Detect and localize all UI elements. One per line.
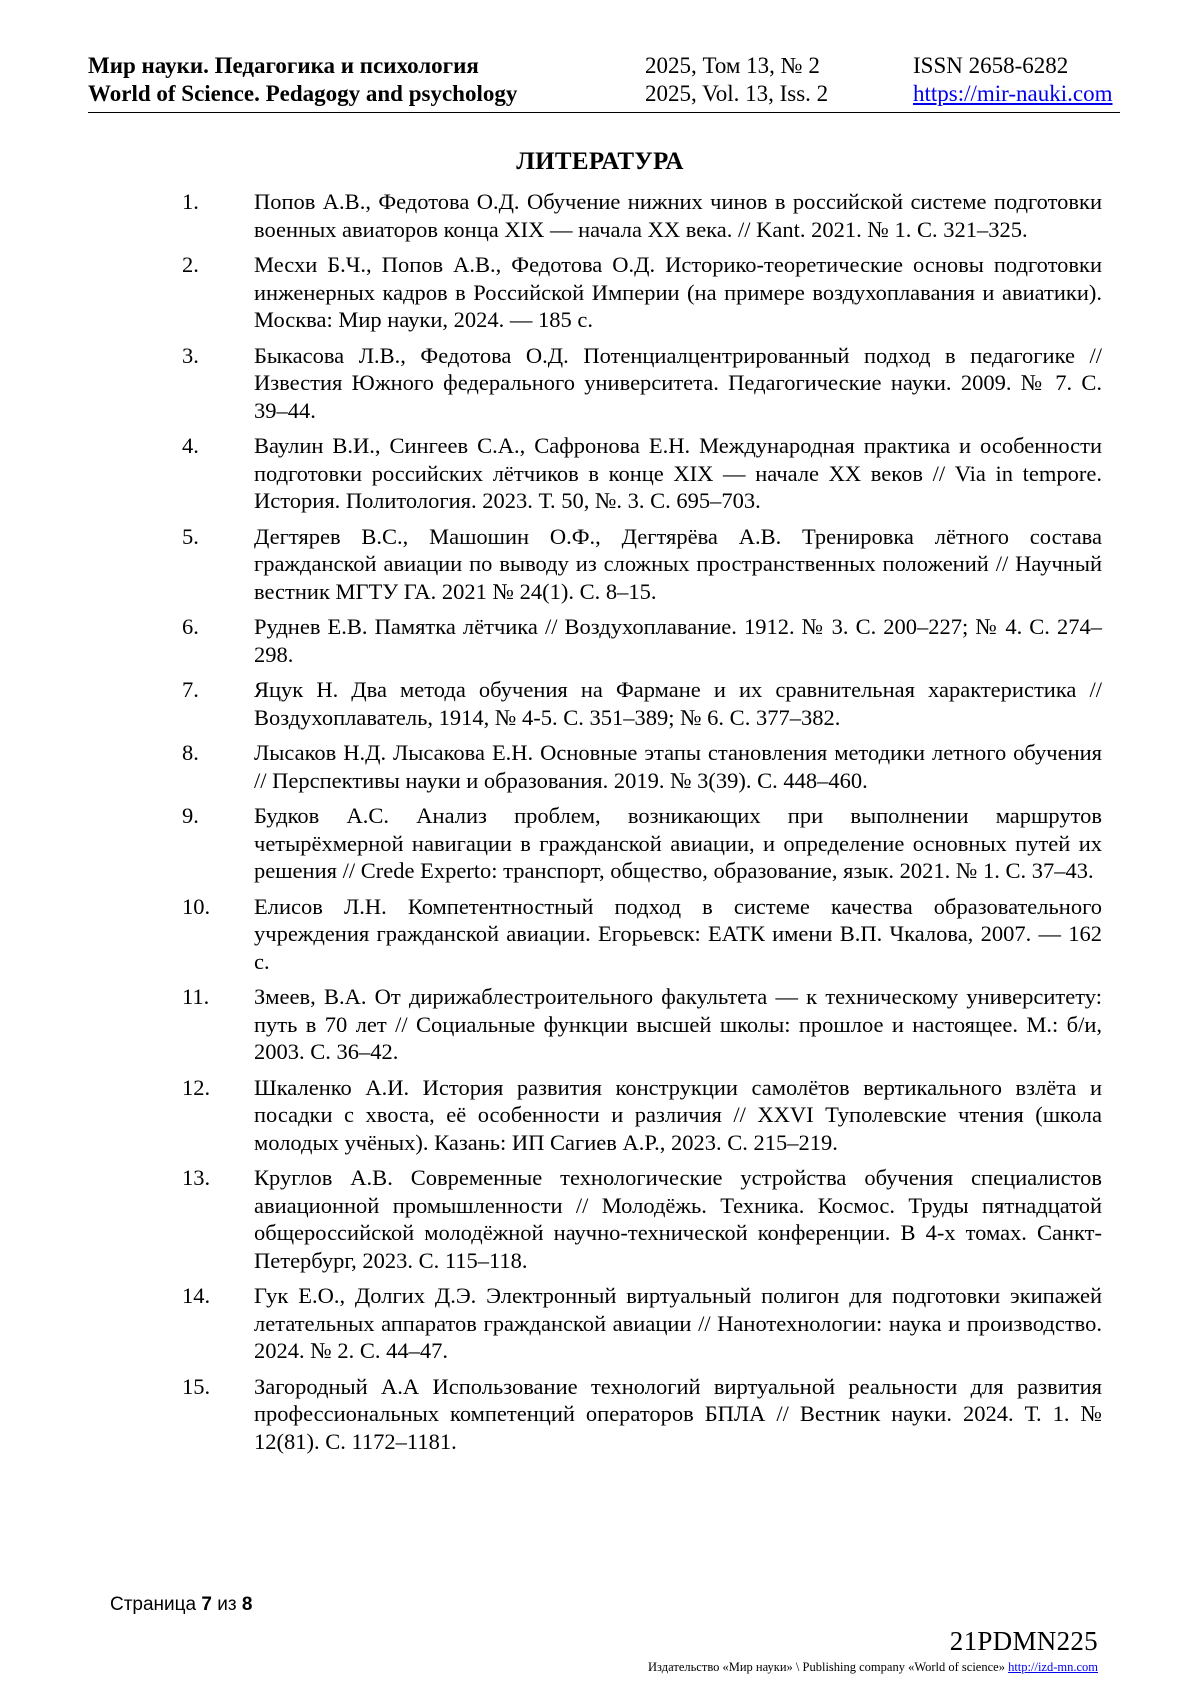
- page-current: 7: [201, 1594, 212, 1615]
- reference-item: [182, 432, 1102, 515]
- issn: ISSN 2658-6282: [913, 53, 1069, 78]
- reference-number: 10.: [182, 893, 211, 919]
- reference-text: Быкасова Л.В., Федотова О.Д. Потенциалцентрированный подход в педагогике // Известия Южного федерального университета. Педагогические науки. 2009. № 7. С. 39–44.: [254, 342, 1102, 423]
- reference-text: Загородный А.А Использование технологий виртуальной реальности для развития профессиональных компетенций операторов БПЛА // Вестник науки. 2024. Т. 1. № 12(81). С. 1172–1181.: [254, 1373, 1102, 1454]
- reference-text: Попов А.В., Федотова О.Д. Обучение нижних чинов в российской системе подготовки военных авиаторов конца XIX — начала XX века. // Kant. 2021. № 1. С. 321–325.: [254, 189, 1102, 242]
- publisher-line: [648, 1660, 1098, 1675]
- reference-number: 12.: [182, 1074, 211, 1100]
- reference-number: 3.: [182, 342, 199, 368]
- reference-item: [182, 739, 1102, 794]
- page-total: 8: [241, 1594, 253, 1615]
- reference-number: 11.: [182, 984, 210, 1009]
- reference-number: 2.: [182, 252, 199, 277]
- journal-title-en: World of Science. Pedagogy and psychology: [88, 81, 518, 106]
- reference-number: 15.: [182, 1373, 211, 1399]
- journal-title-ru: Мир науки. Педагогика и психология: [88, 53, 479, 78]
- reference-item: [182, 802, 1102, 885]
- journal-url-link[interactable]: https://mir-nauki.com: [913, 81, 1113, 106]
- reference-item: [182, 613, 1102, 668]
- reference-text: Руднев Е.В. Памятка лётчика // Воздухоплавание. 1912. № 3. С. 200–227; № 4. С. 274–298.: [254, 614, 1102, 667]
- reference-number: 5.: [182, 523, 199, 549]
- reference-text: Елисов Л.Н. Компетентностный подход в системе качества образовательного учреждения гражданской авиации. Егорьевск: ЕАТК имени В.П. Чкалова, 2007. — 162 с.: [254, 893, 1102, 974]
- reference-item: [182, 983, 1102, 1066]
- journal-url-wrap: [913, 81, 1113, 107]
- reference-number: 8.: [182, 740, 199, 765]
- issue-info-ru: 2025, Том 13, № 2: [645, 53, 820, 78]
- section-title: ЛИТЕРАТУРА: [516, 148, 684, 175]
- reference-text: Ваулин В.И., Сингеев С.А., Сафронова Е.Н. Международная практика и особенности подготовки российских лётчиков в конце XIX — начале XX веков // Via in tempore. История. Политология. 2023. Т. 50, №. 3. С. 695–703.: [254, 433, 1102, 513]
- page-number: [110, 1594, 252, 1616]
- reference-text: Дегтярев В.С., Машошин О.Ф., Дегтярёва А.В. Тренировка лётного состава гражданской авиации по выводу из сложных пространственных положений // Научный вестник МГТУ ГА. 2021 № 24(1). С. 8–15.: [254, 523, 1102, 604]
- issue-info-en: 2025, Vol. 13, Iss. 2: [645, 81, 829, 106]
- reference-item: [182, 1282, 1102, 1365]
- reference-number: 9.: [182, 803, 199, 828]
- header-row-ru: [88, 53, 1120, 81]
- header-row-en: [88, 81, 1120, 109]
- reference-item: [182, 342, 1102, 425]
- reference-number: 1.: [182, 189, 199, 214]
- reference-item: [182, 893, 1102, 976]
- page-header: [88, 50, 1120, 113]
- reference-text: Яцук Н. Два метода обучения на Фармане и их сравнительная характеристика // Воздухоплаватель, 1914, № 4-5. С. 351–389; № 6. С. 377–382.: [254, 677, 1102, 730]
- publisher-text: Издательство «Мир науки» \ Publishing company «World of science»: [648, 1660, 1005, 1674]
- page-label: Страница: [110, 1594, 197, 1615]
- reference-text: Круглов А.В. Современные технологические устройства обучения специалистов авиационной промышленности // Молодёжь. Техника. Космос. Труды пятнадцатой общероссийской молодёжной научно-технической конференции. В 4-х томах. Санкт-Петербург, 2023. С. 115–118.: [254, 1165, 1102, 1273]
- reference-text: Гук Е.О., Долгих Д.Э. Электронный виртуальный полигон для подготовки экипажей летательных аппаратов гражданской авиации // Нанотехнологии: наука и производство. 2024. № 2. С. 44–47.: [254, 1283, 1102, 1363]
- reference-text: Лысаков Н.Д. Лысакова Е.Н. Основные этапы становления методики летного обучения // Перспективы науки и образования. 2019. № 3(39). С. 448–460.: [254, 740, 1102, 793]
- reference-list: [182, 188, 1102, 1463]
- reference-item: [182, 1373, 1102, 1456]
- reference-item: [182, 188, 1102, 243]
- reference-item: [182, 523, 1102, 606]
- reference-number: 7.: [182, 677, 199, 702]
- reference-item: [182, 251, 1102, 334]
- page-of: из: [217, 1594, 237, 1615]
- reference-item: [182, 676, 1102, 731]
- publisher-link[interactable]: http://izd-mn.com: [1008, 1660, 1098, 1674]
- reference-item: [182, 1164, 1102, 1274]
- reference-number: 6.: [182, 614, 199, 639]
- reference-number: 4.: [182, 433, 199, 458]
- reference-number: 13.: [182, 1165, 211, 1190]
- reference-text: Шкаленко А.И. История развития конструкции самолётов вертикального взлёта и посадки с хвоста, её особенности и различия // XXVI Туполевские чтения (школа молодых учёных). Казань: ИП Сагиев А.Р., 2023. С. 215–219.: [254, 1074, 1102, 1155]
- reference-text: Будков А.С. Анализ проблем, возникающих при выполнении маршрутов четырёхмерной навигации в гражданской авиации, и определение основных путей их решения // Crede Experto: транспорт, общество, образование, язык. 2021. № 1. С. 37–43.: [254, 803, 1102, 883]
- reference-item: [182, 1074, 1102, 1157]
- reference-text: Месхи Б.Ч., Попов А.В., Федотова О.Д. Историко-теоретические основы подготовки инженерных кадров в Российской Империи (на примере воздухоплавания и авиатики). Москва: Мир науки, 2024. — 185 с.: [254, 252, 1102, 332]
- reference-text: Змеев, В.А. От дирижаблестроительного факультета — к техническому университету: путь в 70 лет // Социальные функции высшей школы: прошлое и настоящее. М.: б/и, 2003. С. 36–42.: [254, 984, 1102, 1064]
- reference-number: 14.: [182, 1283, 211, 1308]
- article-code: 21PDMN225: [949, 1626, 1098, 1656]
